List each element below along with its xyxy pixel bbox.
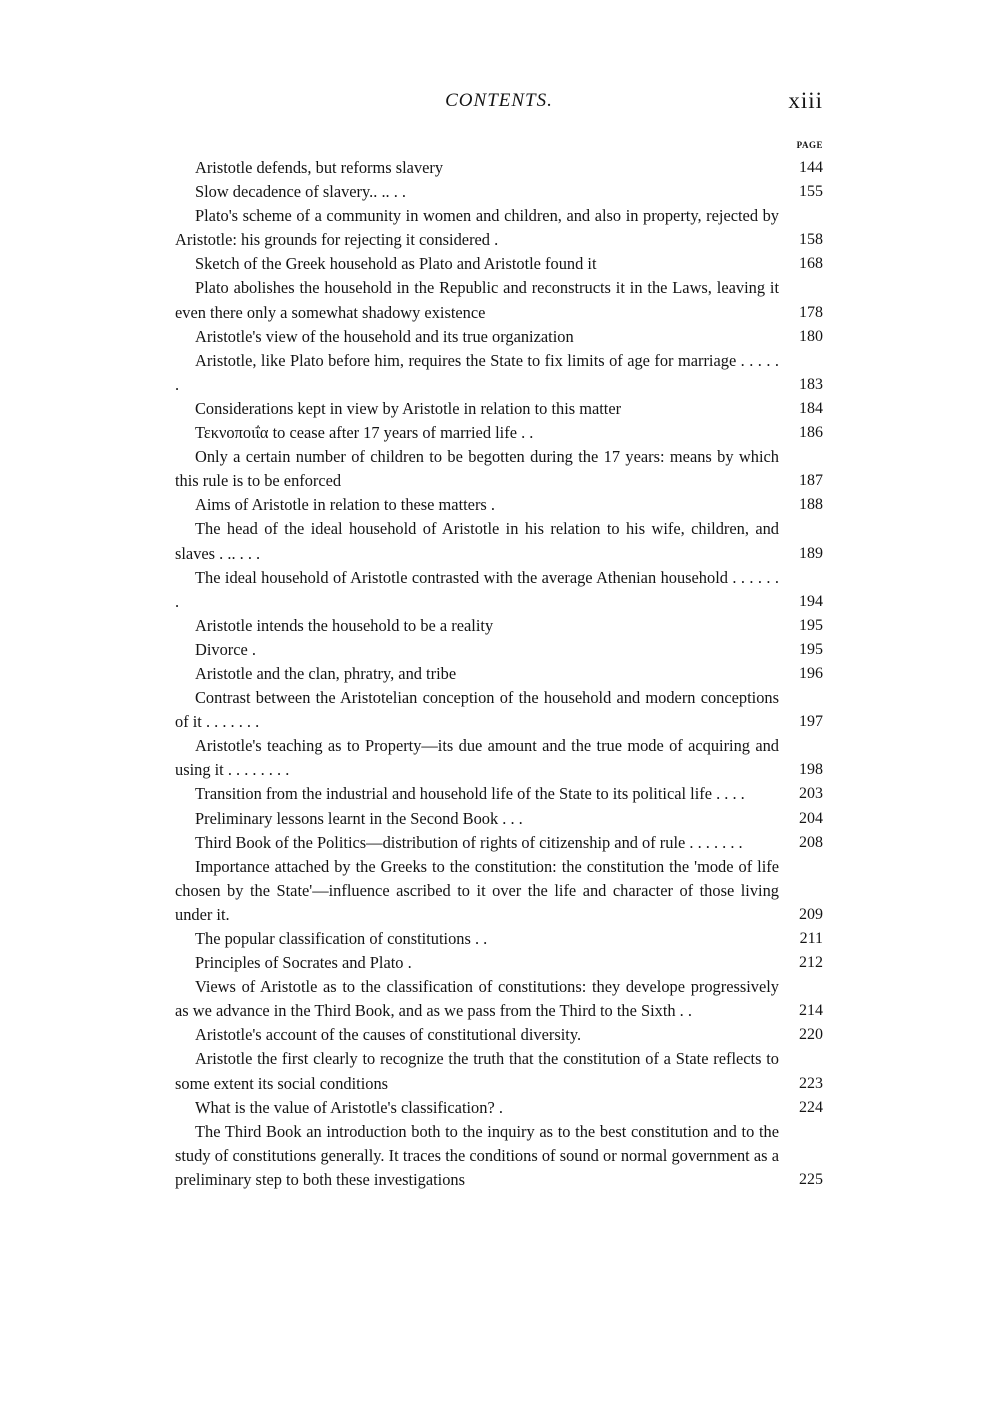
entry-text: The Third Book an introduction both to the inquiry as to the best constitution and to the study of constitutions generally. It traces the conditions of sound or normal government as a preliminary step to both these investigations (175, 1121, 779, 1189)
entry-text: Preliminary lessons learnt in the Second Book . . . (195, 808, 523, 828)
entry-page-number: 195 (799, 616, 823, 634)
page-column-label: PAGE (796, 140, 823, 150)
contents-entry (175, 614, 823, 638)
entry-text: Aristotle's view of the household and its true organization (195, 326, 574, 346)
entry-text: Plato abolishes the household in the Republic and reconstructs it in the Laws, leaving it even there only a somewhat shadowy existence (175, 278, 779, 322)
contents-entry (175, 156, 823, 180)
entry-text: Importance attached by the Greeks to the constitution: the constitution the 'mode of life chosen by the State'—influence ascribed to it over the life and character of those living under it. (175, 856, 779, 924)
contents-entry (175, 782, 823, 806)
contents-entry (175, 927, 823, 951)
contents-entry (175, 855, 823, 927)
entry-page-number: 223 (799, 1074, 823, 1092)
entry-page-number: 189 (799, 544, 823, 562)
entry-text: Contrast between the Aristotelian conception of the household and modern conceptions of it . . . . . . . (175, 688, 779, 732)
entry-text: Aristotle the first clearly to recognize the truth that the constitution of a State reflects to some extent its social conditions (175, 1049, 779, 1093)
entry-text: Sketch of the Greek household as Plato and Aristotle found it (195, 254, 597, 274)
entry-page-number: 188 (799, 496, 823, 514)
entry-page-number: 196 (799, 664, 823, 682)
entry-page-number: 187 (799, 472, 823, 490)
entry-page-number: 186 (799, 424, 823, 442)
contents-entry (175, 734, 823, 782)
contents-entry (175, 517, 823, 565)
contents-entry (175, 1096, 823, 1120)
entry-page-number: 195 (799, 640, 823, 658)
contents-entry (175, 1023, 823, 1047)
entry-page-number: 144 (799, 159, 823, 176)
entry-text: Only a certain number of children to be begotten during the 17 years: means by which this rule is to be enforced (175, 447, 779, 491)
contents-entry (175, 397, 823, 421)
entry-page-number: 225 (799, 1170, 823, 1188)
contents-entry (175, 276, 823, 324)
contents-entry (175, 445, 823, 493)
contents-entry (175, 421, 823, 445)
entry-page-number: 194 (799, 592, 823, 610)
contents-entry (175, 638, 823, 662)
entry-page-number: 168 (799, 255, 823, 273)
entry-page-number: 155 (799, 183, 823, 201)
entry-page-number: 209 (799, 905, 823, 923)
entry-text: What is the value of Aristotle's classification? . (195, 1097, 503, 1117)
page-number: xiii (788, 88, 823, 113)
contents-list (175, 156, 823, 1192)
entry-page-number: 211 (799, 930, 823, 947)
entry-page-number: 180 (799, 327, 823, 345)
entry-text: Divorce . (195, 639, 256, 659)
contents-entry (175, 493, 823, 517)
entry-text: Views of Aristotle as to the classification of constitutions: they develope progressively as we advance in the Third Book, and as we pass from the Third to the Sixth . . (175, 977, 779, 1021)
contents-entry (175, 252, 823, 276)
entry-page-number: 184 (799, 399, 823, 417)
contents-entry (175, 180, 823, 204)
entry-text: Aristotle intends the household to be a reality (195, 615, 494, 635)
running-head (175, 88, 823, 118)
contents-entry (175, 325, 823, 349)
entry-page-number: 224 (799, 1098, 823, 1116)
entry-page-number: 212 (799, 954, 823, 972)
contents-entry (175, 662, 823, 686)
entry-text: The head of the ideal household of Aristotle in his relation to his wife, children, and slaves . .. . . . (175, 519, 779, 563)
contents-entry (175, 686, 823, 734)
entry-page-number: 220 (799, 1026, 823, 1044)
contents-entry (175, 831, 823, 855)
contents-entry (175, 951, 823, 975)
page-title: CONTENTS. (445, 90, 553, 111)
entry-text: Aims of Aristotle in relation to these matters . (195, 495, 495, 515)
entry-text: Aristotle's teaching as to Property—its due amount and the true mode of acquiring and using it . . . . . . . . (175, 736, 779, 780)
entry-text: The ideal household of Aristotle contrasted with the average Athenian household . . . . . . . (175, 567, 779, 611)
entry-text: Transition from the industrial and household life of the State to its political life . . . . (195, 784, 745, 804)
entry-text: Slow decadence of slavery.. .. . . (195, 182, 407, 202)
entry-text: Aristotle's account of the causes of constitutional diversity. (195, 1025, 582, 1045)
entry-text: The popular classification of constitutions . . (195, 929, 488, 948)
entry-page-number: 204 (799, 809, 823, 827)
entry-text: Aristotle, like Plato before him, requires the State to fix limits of age for marriage . . . . . . (175, 350, 779, 394)
entry-text: Principles of Socrates and Plato . (195, 953, 412, 973)
contents-entry (175, 566, 823, 614)
entry-text: Plato's scheme of a community in women and children, and also in property, rejected by Aristotle: his grounds for rejecting it considered . (175, 206, 779, 250)
entry-page-number: 178 (799, 303, 823, 321)
entry-page-number: 198 (799, 761, 823, 779)
entry-page-number: 214 (799, 1002, 823, 1020)
contents-entry (175, 807, 823, 831)
contents-entry (175, 975, 823, 1023)
entry-text: Considerations kept in view by Aristotle in relation to this matter (195, 398, 622, 418)
entry-text: Third Book of the Politics—distribution of rights of citizenship and of rule . . . . . . . (195, 832, 743, 852)
contents-entry (175, 1120, 823, 1192)
entry-page-number: 197 (799, 713, 823, 731)
entry-text: Aristotle and the clan, phratry, and tribe (195, 663, 457, 683)
entry-page-number: 208 (799, 833, 823, 851)
entry-page-number: 158 (799, 231, 823, 249)
entry-page-number: 183 (799, 375, 823, 393)
contents-entry (175, 349, 823, 397)
contents-entry (175, 1047, 823, 1095)
entry-text: Τεκνοποιΐα to cease after 17 years of married life . . (195, 423, 534, 443)
entry-text: Aristotle defends, but reforms slavery (195, 158, 444, 177)
contents-entry (175, 204, 823, 252)
entry-page-number: 203 (799, 785, 823, 803)
